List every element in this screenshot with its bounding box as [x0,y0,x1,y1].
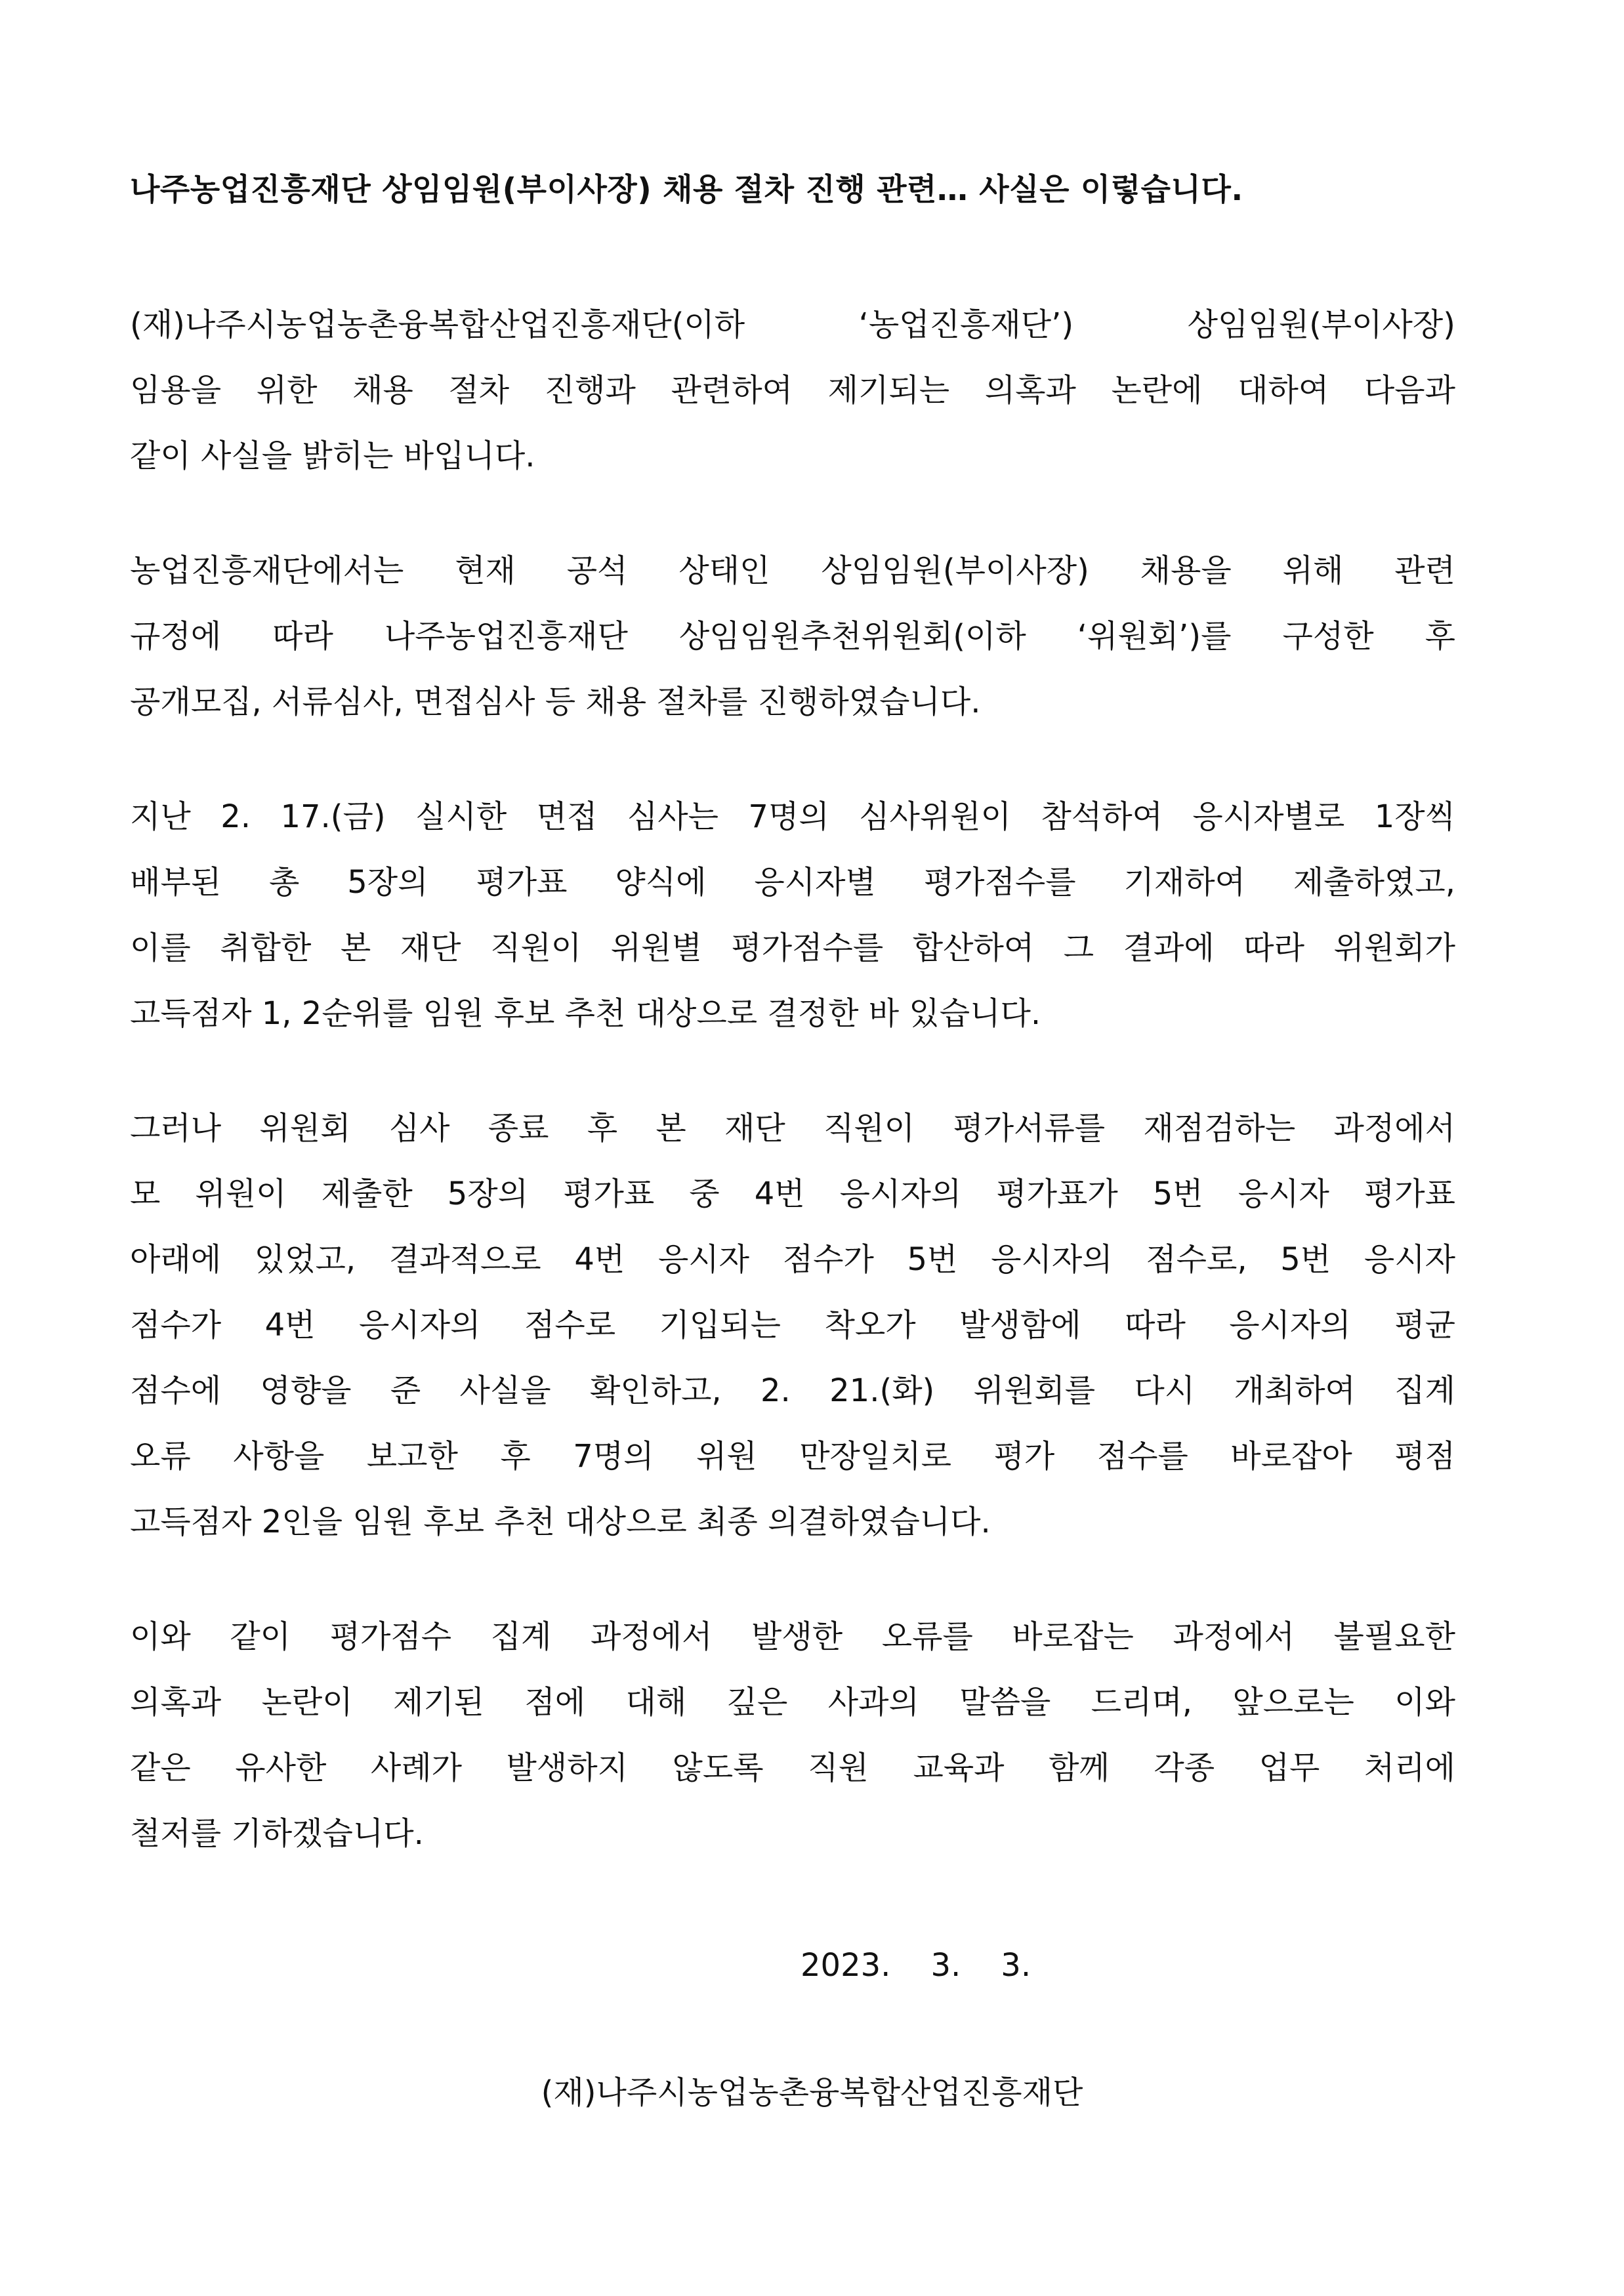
paragraph-3-line-2: 배부된 총 5장의 평가표 양식에 응시자별 평가점수를 기재하여 제출하였고, [130,864,1455,901]
paragraph-3-line-3: 이를 취합한 본 재단 직원이 위원별 평가점수를 합산하여 그 결과에 따라 위원회가 [130,930,1455,966]
paragraph-4-line-7: 고득점자 2인을 임원 후보 추천 대상으로 최종 의결하였습니다. [130,1504,991,1540]
paragraph-1-line-1: (재)나주시농업농촌융복합산업진흥재단(이하 ‘농업진흥재단’) 상임임원(부이사장) [130,306,1455,343]
paragraph-4-line-4: 점수가 4번 응시자의 점수로 기입되는 착오가 발생함에 따라 응시자의 평균 [130,1307,1455,1343]
paragraph-4-line-1: 그러나 위원회 심사 종료 후 본 재단 직원이 평가서류를 재점검하는 과정에서 [130,1110,1455,1147]
paragraph-2-line-2: 규정에 따라 나주농업진흥재단 상임임원추천위원회(이하 ‘위원회’)를 구성한 후 [130,618,1455,655]
paragraph-4-line-2: 모 위원이 제출한 5장의 평가표 중 4번 응시자의 평가표가 5번 응시자 평가표 [130,1176,1455,1212]
paragraph-5-line-4: 철저를 기하겠습니다. [130,1815,424,1852]
paragraph-2-line-3: 공개모집, 서류심사, 면접심사 등 채용 절차를 진행하였습니다. [130,684,981,720]
document-signer: (재)나주시농업농촌융복합산업진흥재단 [541,2074,1083,2111]
paragraph-1-line-3: 같이 사실을 밝히는 바입니다. [130,438,535,474]
paragraph-5-line-3: 같은 유사한 사례가 발생하지 않도록 직원 교육과 함께 각종 업무 처리에 [130,1750,1455,1786]
paragraph-4-line-5: 점수에 영향을 준 사실을 확인하고, 2. 21.(화) 위원회를 다시 개최하여 집계 [130,1372,1455,1409]
document-date: 2023. 3. 3. [801,1947,1031,1984]
paragraph-4-line-6: 오류 사항을 보고한 후 7명의 위원 만장일치로 평가 점수를 바로잡아 평점 [130,1438,1455,1475]
paragraph-1-line-2: 임용을 위한 채용 절차 진행과 관련하여 제기되는 의혹과 논란에 대하여 다음과 [130,372,1455,409]
paragraph-2-line-1: 농업진흥재단에서는 현재 공석 상태인 상임임원(부이사장) 채용을 위해 관련 [130,552,1455,589]
document-title: 나주농업진흥재단 상임임원(부이사장) 채용 절차 진행 관련… 사실은 이렇습니다. [130,172,1243,208]
paragraph-3-line-4: 고득점자 1, 2순위를 임원 후보 추천 대상으로 결정한 바 있습니다. [130,995,1041,1032]
paragraph-4-line-3: 아래에 있었고, 결과적으로 4번 응시자 점수가 5번 응시자의 점수로, 5번 응시자 [130,1241,1455,1278]
paragraph-3-line-1: 지난 2. 17.(금) 실시한 면접 심사는 7명의 심사위원이 참석하여 응시자별로 1장씩 [130,798,1455,835]
paragraph-5-line-1: 이와 같이 평가점수 집계 과정에서 발생한 오류를 바로잡는 과정에서 불필요한 [130,1618,1455,1655]
paragraph-5-line-2: 의혹과 논란이 제기된 점에 대해 깊은 사과의 말씀을 드리며, 앞으로는 이와 [130,1684,1455,1721]
